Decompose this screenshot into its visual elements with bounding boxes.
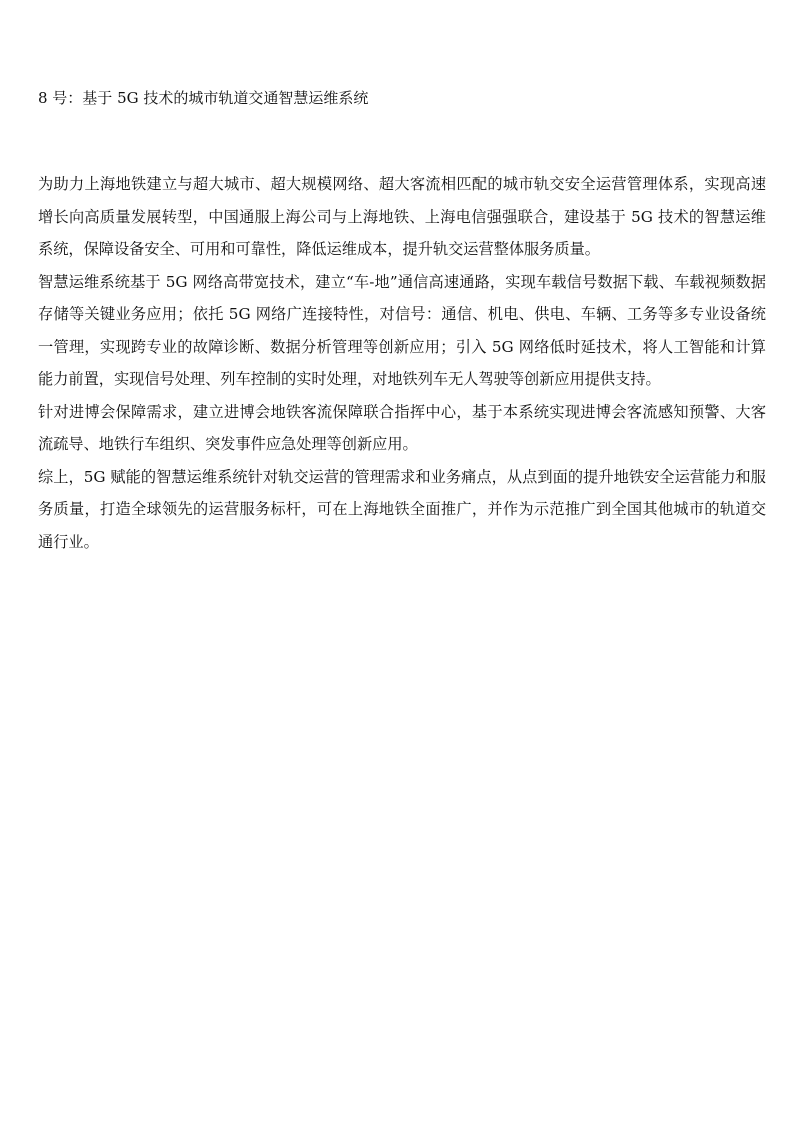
paragraph-intro: 为助力上海地铁建立与超大城市、超大规模网络、超大客流相匹配的城市轨交安全运营管理体系，实现高速增长向高质量发展转型，中国通服上海公司与上海地铁、上海电信强强联合，建设基于 5G 技术的智慧运维系统，保障设备安全、可用和可靠性，降低运维成本，提升轨交运营整体服务质量。 [38, 175, 766, 258]
document-body [38, 168, 766, 558]
document-title: 8 号：基于 5G 技术的城市轨道交通智慧运维系统 [38, 89, 369, 107]
paragraph-summary: 综上，5G 赋能的智慧运维系统针对轨交运营的管理需求和业务痛点，从点到面的提升地铁安全运营能力和服务质量，打造全球领先的运营服务标杆，可在上海地铁全面推广，并作为示范推广到全国其他城市的轨道交通行业。 [38, 467, 766, 551]
paragraph-expo: 针对进博会保障需求，建立进博会地铁客流保障联合指挥中心，基于本系统实现进博会客流感知预警、大客流疏导、地铁行车组织、突发事件应急处理等创新应用。 [38, 402, 766, 453]
paragraph-technology: 智慧运维系统基于 5G 网络高带宽技术，建立“车-地”通信高速通路，实现车载信号数据下载、车载视频数据存储等关键业务应用；依托 5G 网络广连接特性，对信号：通信、机电、供电、车辆、工务等多专业设备统一管理，实现跨专业的故障诊断、数据分析管理等创新应用；引入 5G 网络低时延技术，将人工智能和计算能力前置，实现信号处理、列车控制的实时处理，对地铁列车无人驾驶等创新应用提供支持。 [38, 272, 766, 388]
